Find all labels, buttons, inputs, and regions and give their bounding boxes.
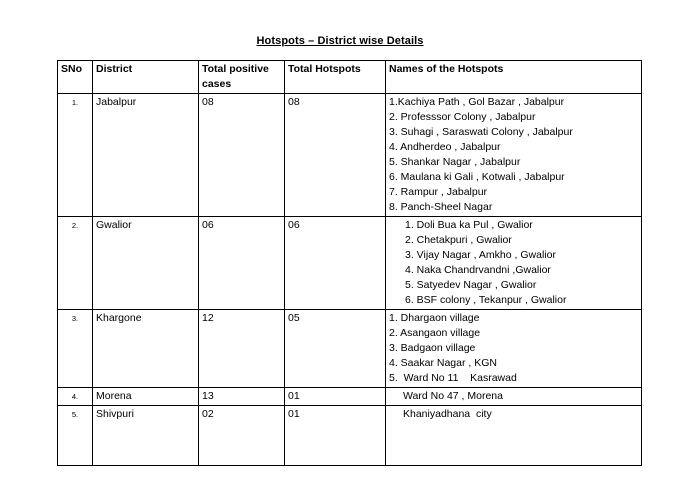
hotspot-name: 3. Suhagi , Saraswati Colony , Jabalpur (389, 126, 573, 138)
hotspot-name: 6. Maulana ki Gali , Kotwali , Jabalpur (389, 171, 565, 183)
row-district: Shivpuri (93, 406, 199, 466)
hotspot-name: 5. Satyedev Nagar , Gwalior (405, 279, 537, 291)
row-district: Morena (93, 388, 199, 406)
row-positive: 12 (199, 310, 285, 388)
row-hotspots: 05 (285, 310, 386, 388)
table-row (58, 388, 642, 406)
row-district: Gwalior (93, 217, 199, 310)
hotspot-name: 2. Chetakpuri , Gwalior (405, 234, 512, 246)
hotspot-name: 3. Badgaon village (389, 342, 476, 354)
row-district: Jabalpur (93, 94, 199, 217)
hotspot-name: 5. Shankar Nagar , Jabalpur (389, 156, 521, 168)
row-hotspots: 06 (285, 217, 386, 310)
row-hotspot-names (386, 388, 642, 406)
header-district: District (93, 61, 199, 94)
table-row (58, 310, 642, 388)
table-row (58, 217, 642, 310)
table-header-row (58, 61, 642, 94)
header-total-hotspots: Total Hotspots (285, 61, 386, 94)
header-total-positive: Total positive cases (199, 61, 285, 94)
table-row (58, 406, 642, 466)
hotspot-name: 8. Panch-Sheel Nagar (389, 201, 493, 213)
header-names: Names of the Hotspots (386, 61, 642, 94)
hotspot-name: 1.Kachiya Path , Gol Bazar , Jabalpur (389, 96, 565, 108)
hotspot-name: 3. Vijay Nagar , Amkho , Gwalior (405, 249, 556, 261)
hotspot-name: 4. Andherdeo , Jabalpur (389, 141, 501, 153)
row-sno: 2. (58, 217, 93, 310)
row-sno: 3. (58, 310, 93, 388)
hotspot-name: 5. Ward No 11 Kasrawad (389, 372, 517, 384)
hotspot-name: Ward No 47 , Morena (403, 390, 503, 402)
hotspot-name: 2. Professsor Colony , Jabalpur (389, 111, 536, 123)
row-sno: 4. (58, 388, 93, 406)
table-row (58, 94, 642, 217)
row-hotspot-names (386, 406, 642, 466)
hotspot-name: Khaniyadhana city (403, 408, 492, 420)
row-hotspots: 01 (285, 406, 386, 466)
row-positive: 13 (199, 388, 285, 406)
row-sno: 5. (58, 406, 93, 466)
row-positive: 08 (199, 94, 285, 217)
row-positive: 02 (199, 406, 285, 466)
row-district: Khargone (93, 310, 199, 388)
hotspot-name: 6. BSF colony , Tekanpur , Gwalior (405, 294, 567, 306)
hotspot-name: 1. Dhargaon village (389, 312, 480, 324)
hotspot-name: 2. Asangaon village (389, 327, 481, 339)
row-positive: 06 (199, 217, 285, 310)
hotspot-name: 1. Doli Bua ka Pul , Gwalior (405, 219, 533, 231)
row-hotspots: 08 (285, 94, 386, 217)
document-title: Hotspots – District wise Details (256, 35, 424, 47)
row-hotspot-names (386, 217, 642, 310)
hotspot-name: 4. Naka Chandrvandni ,Gwalior (405, 264, 551, 276)
row-hotspot-names (386, 94, 642, 217)
row-sno: 1. (58, 94, 93, 217)
hotspot-name: 7. Rampur , Jabalpur (389, 186, 488, 198)
header-sno: SNo (58, 61, 93, 94)
row-hotspot-names (386, 310, 642, 388)
hotspots-table (57, 60, 642, 466)
row-hotspots: 01 (285, 388, 386, 406)
hotspot-name: 4. Saakar Nagar , KGN (389, 357, 497, 369)
